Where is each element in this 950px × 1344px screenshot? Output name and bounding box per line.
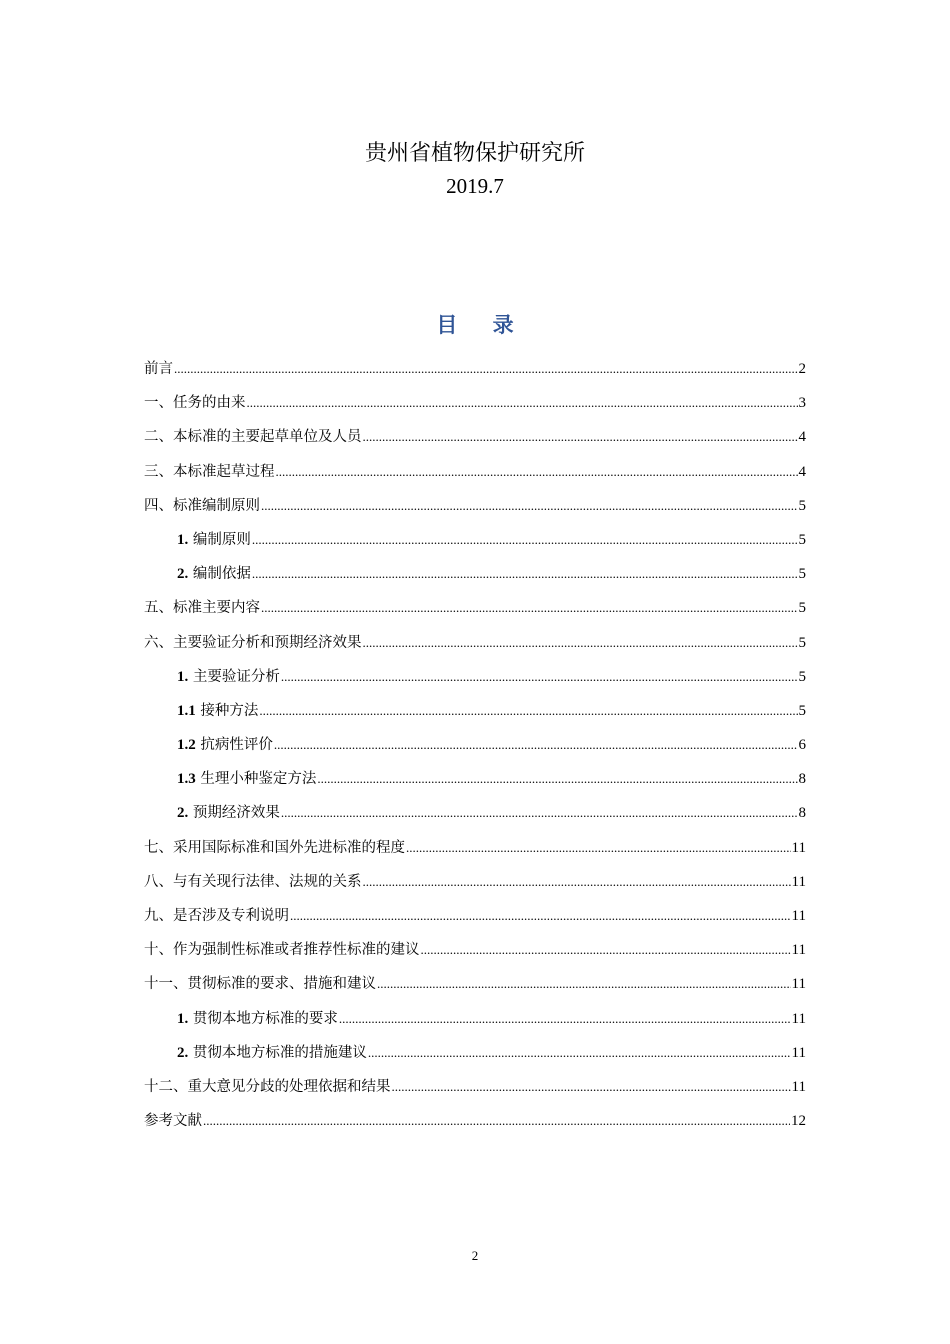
toc-entry[interactable] <box>144 665 806 699</box>
toc-dot-leader <box>363 635 798 651</box>
toc-entry-label <box>177 1007 338 1028</box>
toc-entry-label <box>177 767 316 788</box>
toc-entry-page: 11 <box>791 976 806 993</box>
toc-entry-label <box>144 1109 202 1130</box>
toc-entry-page: 6 <box>798 737 806 754</box>
toc-entry-label <box>144 938 420 959</box>
table-of-contents <box>144 357 806 1143</box>
toc-dot-leader <box>274 737 798 753</box>
toc-entry-label <box>177 699 258 720</box>
toc-entry-label <box>144 631 362 652</box>
toc-dot-leader <box>317 771 797 787</box>
toc-entry[interactable] <box>144 938 806 972</box>
toc-entry-text: 编制原则 <box>192 531 251 548</box>
toc-entry-page: 5 <box>798 634 806 651</box>
toc-dot-leader <box>203 1113 790 1129</box>
toc-entry-text: 参考文献 <box>144 1113 202 1130</box>
toc-entry-text: 生理小种鉴定方法 <box>200 771 317 788</box>
toc-entry-page: 11 <box>791 942 806 959</box>
toc-entry-text: 编制依据 <box>192 566 251 583</box>
toc-entry[interactable] <box>144 1041 806 1075</box>
toc-entry-number: 1.3 <box>177 771 196 788</box>
toc-entry-text: 接种方法 <box>200 702 259 719</box>
toc-entry-label <box>177 562 251 583</box>
toc-entry[interactable] <box>144 425 806 459</box>
toc-dot-leader <box>261 600 798 616</box>
toc-entry-text: 四、标准编制原则 <box>144 497 260 514</box>
toc-entry-number: 2. <box>177 1044 189 1061</box>
toc-entry-page: 11 <box>791 908 806 924</box>
toc-entry-number: 1.1 <box>177 702 196 719</box>
toc-dot-leader <box>174 361 798 377</box>
toc-entry-number: 1. <box>177 1010 189 1027</box>
toc-entry-text: 二、本标准的主要起草单位及人员 <box>144 429 362 446</box>
toc-entry-label <box>144 904 289 925</box>
toc-entry-page: 4 <box>798 463 806 480</box>
toc-entry-text: 六、主要验证分析和预期经济效果 <box>144 634 362 651</box>
toc-entry-text: 八、与有关现行法律、法规的关系 <box>144 873 362 890</box>
toc-entry[interactable] <box>144 460 806 494</box>
toc-entry-text: 十一、贯彻标准的要求、措施和建议 <box>144 976 376 993</box>
toc-entry-number: 2. <box>177 566 189 583</box>
toc-entry-page: 12 <box>791 1113 806 1130</box>
toc-entry[interactable] <box>144 1075 806 1109</box>
toc-entry[interactable] <box>144 904 806 938</box>
toc-entry-page: 8 <box>798 771 806 788</box>
toc-entry-page: 2 <box>798 361 806 377</box>
toc-entry-label <box>177 528 251 549</box>
toc-entry-text: 贯彻本地方标准的要求 <box>192 1010 338 1027</box>
toc-dot-leader <box>281 805 798 821</box>
toc-dot-leader <box>368 1045 791 1061</box>
toc-entry-label <box>144 494 260 515</box>
toc-entry-label <box>177 733 273 754</box>
toc-entry-number: 1. <box>177 668 189 685</box>
toc-entry-text: 七、采用国际标准和国外先进标准的程度 <box>144 839 405 856</box>
toc-entry-text: 抗病性评价 <box>200 737 273 754</box>
toc-entry-text: 三、本标准起草过程 <box>144 463 275 480</box>
toc-entry-page: 11 <box>791 1044 806 1061</box>
toc-entry-number: 1.2 <box>177 737 196 754</box>
toc-entry-page: 11 <box>791 839 806 856</box>
toc-entry[interactable] <box>144 1109 806 1143</box>
toc-entry[interactable] <box>144 528 806 562</box>
toc-entry-text: 主要验证分析 <box>192 668 280 685</box>
toc-dot-leader <box>261 498 798 514</box>
toc-entry[interactable] <box>144 631 806 665</box>
toc-entry[interactable] <box>144 836 806 870</box>
toc-dot-leader <box>247 395 798 411</box>
toc-entry-number: 1. <box>177 531 189 548</box>
toc-entry[interactable] <box>144 494 806 528</box>
toc-dot-leader <box>392 1079 791 1095</box>
toc-entry-text: 前言 <box>144 361 173 377</box>
toc-dot-leader <box>281 669 798 685</box>
toc-entry-page: 3 <box>798 395 806 412</box>
toc-entry[interactable] <box>144 767 806 801</box>
toc-entry-label <box>144 836 405 857</box>
toc-dot-leader <box>406 840 791 856</box>
toc-title: 目 录 <box>436 313 528 337</box>
toc-dot-leader <box>290 908 791 924</box>
toc-entry-text: 十二、重大意见分歧的处理依据和结果 <box>144 1078 391 1095</box>
toc-entry[interactable] <box>144 801 806 835</box>
toc-entry-label <box>144 460 275 481</box>
organization-name: 贵州省植物保护研究所 <box>364 141 585 166</box>
toc-entry-page: 4 <box>798 429 806 446</box>
toc-entry-label <box>177 1041 367 1062</box>
toc-entry[interactable] <box>144 391 806 425</box>
toc-entry[interactable] <box>144 972 806 1006</box>
toc-dot-leader <box>252 532 798 548</box>
toc-entry-page: 8 <box>798 805 806 822</box>
page-number: 2 <box>471 1248 479 1263</box>
toc-dot-leader <box>252 566 798 582</box>
toc-entry-text: 五、标准主要内容 <box>144 600 260 617</box>
toc-entry-page: 11 <box>791 873 806 890</box>
toc-entry-text: 十、作为强制性标准或者推荐性标准的建议 <box>144 942 420 959</box>
toc-entry-page: 5 <box>798 566 806 583</box>
toc-entry-label <box>144 972 376 993</box>
toc-entry[interactable] <box>144 870 806 904</box>
toc-entry[interactable] <box>144 1007 806 1041</box>
toc-dot-leader <box>259 703 797 719</box>
toc-entry-page: 5 <box>798 668 806 685</box>
toc-entry[interactable] <box>144 596 806 630</box>
toc-entry-page: 11 <box>791 1010 806 1027</box>
toc-entry-page: 5 <box>798 702 806 719</box>
toc-entry-label <box>144 870 362 891</box>
toc-dot-leader <box>377 976 791 992</box>
toc-entry-number: 2. <box>177 805 189 822</box>
toc-entry-page: 5 <box>798 600 806 617</box>
toc-entry-label <box>144 425 362 446</box>
toc-entry-label <box>177 665 280 686</box>
toc-entry-page: 5 <box>798 531 806 548</box>
toc-entry-page: 11 <box>791 1078 806 1095</box>
toc-entry-page: 5 <box>798 497 806 514</box>
document-date: 2019.7 <box>446 174 504 198</box>
toc-dot-leader <box>363 429 798 445</box>
toc-entry-text: 预期经济效果 <box>192 805 280 822</box>
toc-entry[interactable] <box>144 562 806 596</box>
toc-entry-label <box>144 1075 391 1096</box>
toc-entry-text: 一、任务的由来 <box>144 395 246 412</box>
toc-entry[interactable] <box>144 733 806 767</box>
toc-entry-label <box>144 391 246 412</box>
toc-entry-text: 九、是否涉及专利说明 <box>144 908 289 924</box>
toc-dot-leader <box>363 874 791 890</box>
toc-dot-leader <box>421 942 791 958</box>
toc-dot-leader <box>276 464 798 480</box>
toc-entry[interactable] <box>144 699 806 733</box>
toc-entry-label <box>177 801 280 822</box>
toc-entry-label <box>144 596 260 617</box>
toc-entry-label <box>144 357 173 378</box>
toc-entry-text: 贯彻本地方标准的措施建议 <box>192 1044 367 1061</box>
toc-dot-leader <box>339 1011 791 1027</box>
toc-entry[interactable] <box>144 357 806 391</box>
